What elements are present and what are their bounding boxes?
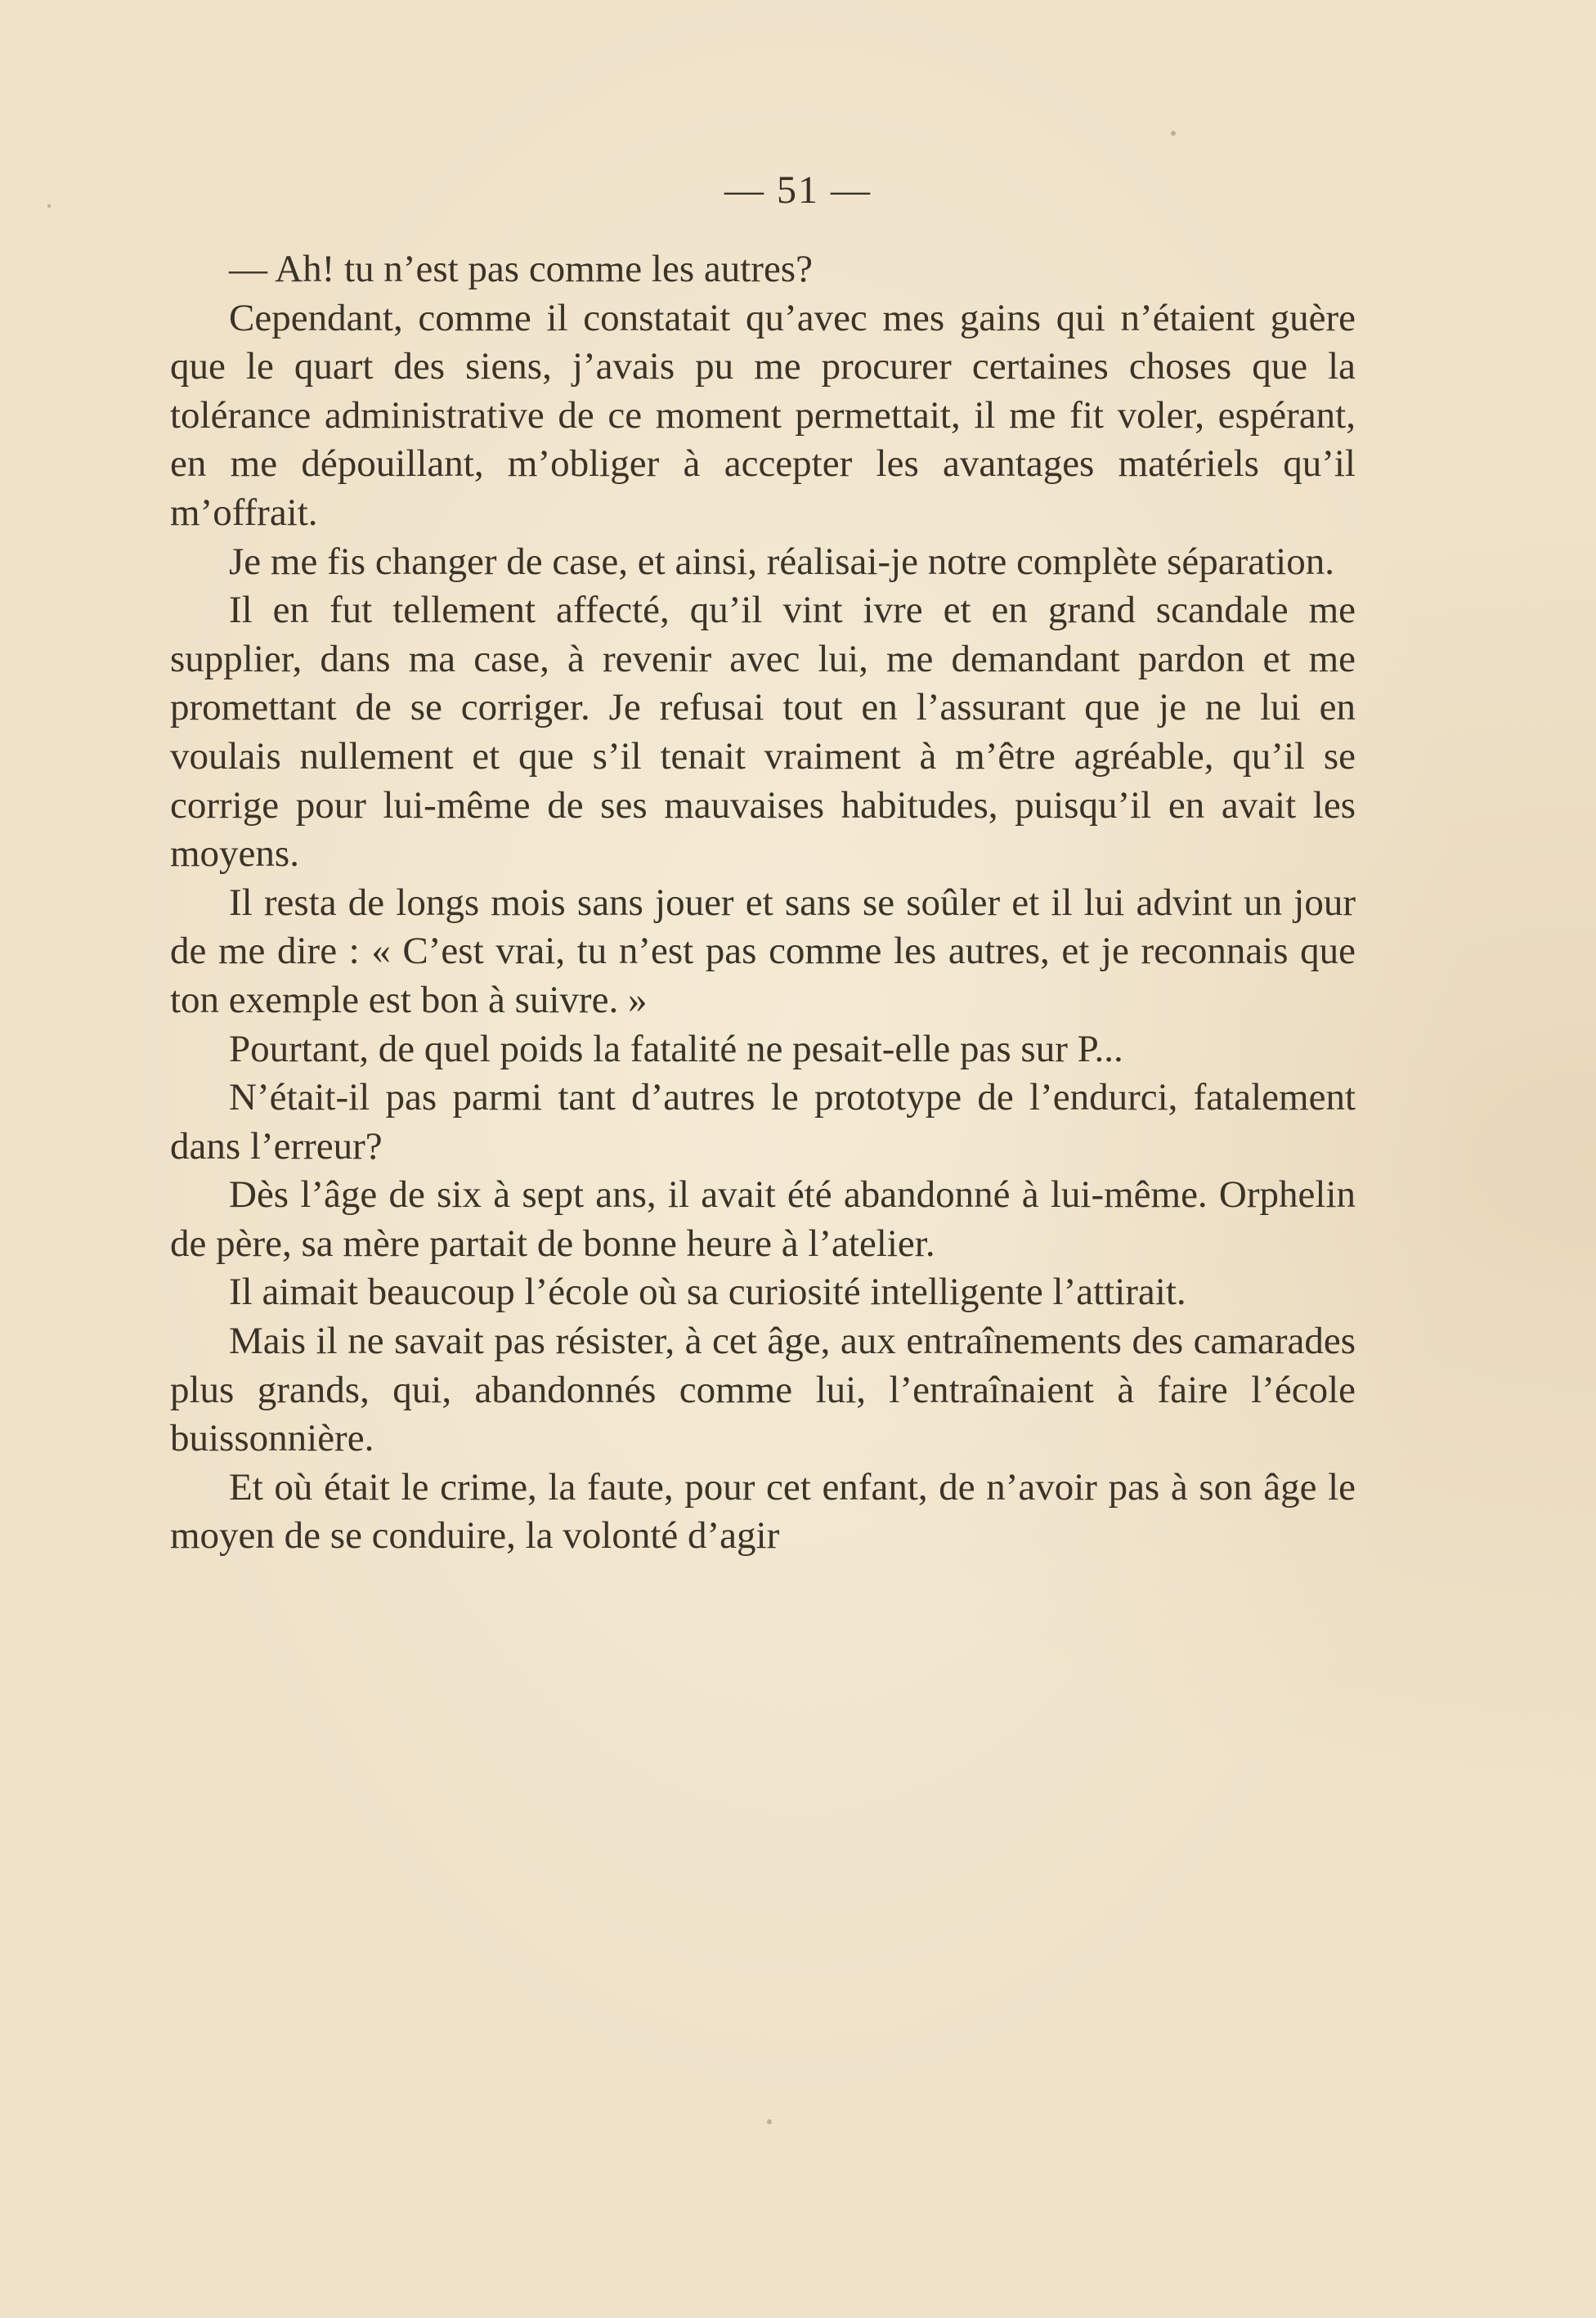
paragraph: Il aimait beaucoup l’école où sa curiosité intelligente l’attirait. xyxy=(229,1271,1186,1314)
paragraph: Pourtant, de quel poids la fatalité ne pesait-elle pas sur P... xyxy=(229,1027,1123,1070)
paper-speck xyxy=(47,204,51,208)
paragraph: N’était-il pas parmi tant d’autres le prototype de l’endurci, fatalement dans l’erreur? xyxy=(170,1076,1356,1168)
paragraph: Il resta de longs mois sans jouer et sans se soûler et il lui advint un jour de me dire : « C’est vrai, tu n’est pas comme les autres, et je reconnais que ton exemple est bon à suivre. » xyxy=(170,881,1356,1021)
paragraph: — Ah! tu n’est pas comme les autres? xyxy=(229,248,813,290)
page-number: — 51 — xyxy=(724,168,872,212)
paragraph: Je me fis changer de case, et ainsi, réalisai-je notre complète séparation. xyxy=(229,540,1334,583)
paragraph: Cependant, comme il constatait qu’avec mes gains qui n’étaient guère que le quart des siens, j’avais pu me procurer certaines choses que la tolérance administrative de ce moment permettait, il me fit voler, espérant, en me dépouillant, m’obliger à accepter les avantages matériels qu’il m’offrait. xyxy=(170,296,1356,534)
paragraph: Il en fut tellement affecté, qu’il vint ivre et en grand scandale me supplier, dans ma case, à revenir avec lui, me demandant pardon et me promettant de se corriger. Je refusai tout en l’assurant que je ne lui en voulais nullement et que s’il tenait vraiment à m’être agréable, qu’il se corrige pour lui-même de ses mauvaises habitudes, puisqu’il en avait les moyens. xyxy=(170,589,1356,876)
paragraph: Dès l’âge de six à sept ans, il avait été abandonné à lui-même. Orphelin de père, sa mère partait de bonne heure à l’atelier. xyxy=(170,1173,1356,1265)
body-text xyxy=(170,245,1356,1561)
paper-speck xyxy=(1171,131,1176,136)
paragraph: Et où était le crime, la faute, pour cet enfant, de n’avoir pas à son âge le moyen de se conduire, la volonté d’agir xyxy=(170,1465,1356,1558)
paper-speck xyxy=(767,2119,772,2124)
paragraph: Mais il ne savait pas résister, à cet âge, aux entraînements des camarades plus grands, qui, abandonnés comme lui, l’entraînaient à faire l’école buissonnière. xyxy=(170,1320,1356,1460)
